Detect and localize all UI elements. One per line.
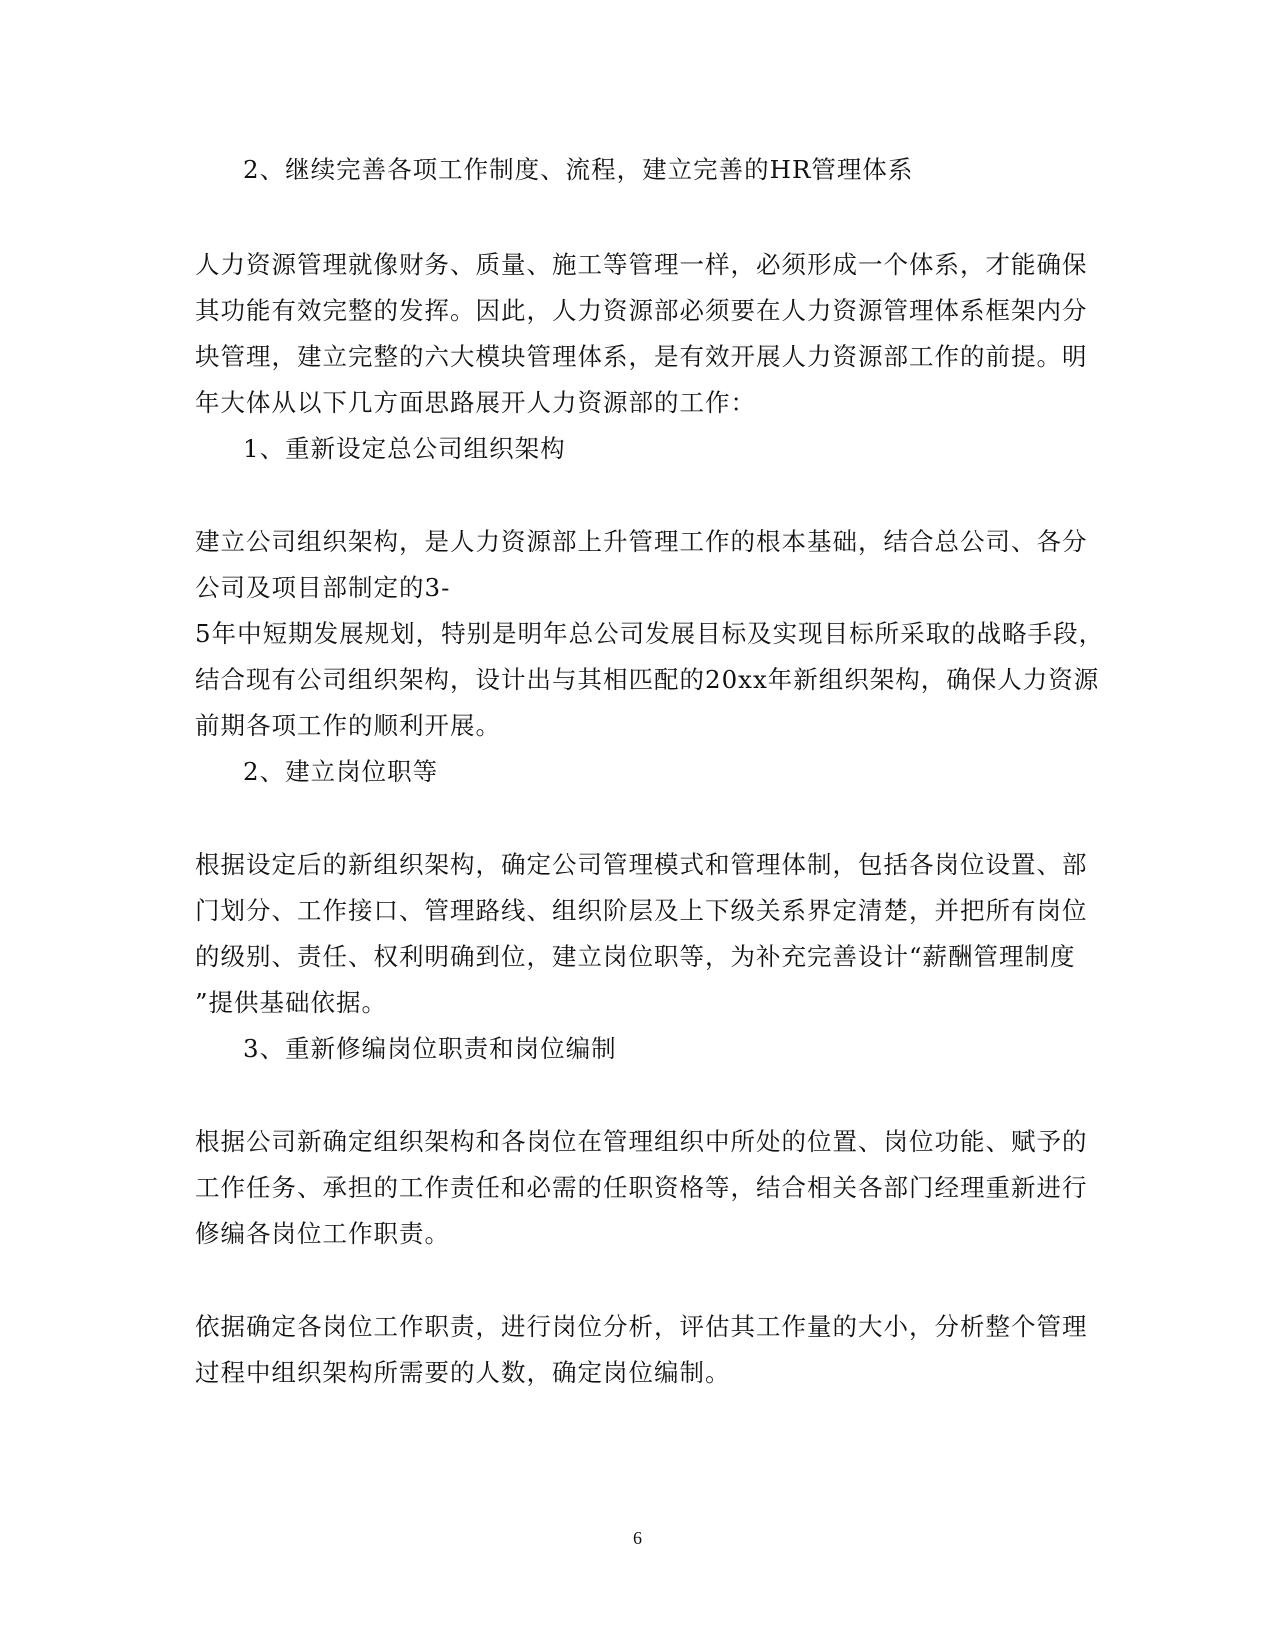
intro-paragraph-line: 其功能有效完整的发挥。因此，人力资源部必须要在人力资源管理体系框架内分 — [195, 296, 1088, 325]
item-2-title: 2、建立岗位职等 — [243, 757, 439, 786]
intro-paragraph-line: 年大体从以下几方面思路展开人力资源部的工作： — [195, 388, 756, 417]
section-heading-2: 2、继续完善各项工作制度、流程，建立完善的HR管理体系 — [243, 155, 914, 184]
item-2-paragraph-line: 门划分、工作接口、管理路线、组织阶层及上下级关系界定清楚，并把所有岗位 — [195, 896, 1088, 925]
item-1-paragraph-line: 建立公司组织架构，是人力资源部上升管理工作的根本基础，结合总公司、各分 — [195, 527, 1088, 556]
intro-paragraph-line: 块管理，建立完整的六大模块管理体系，是有效开展人力资源部工作的前提。明 — [195, 342, 1088, 371]
item-2-paragraph-line: 根据设定后的新组织架构，确定公司管理模式和管理体制，包括各岗位设置、部 — [195, 850, 1088, 879]
item-3-paragraph-line: 根据公司新确定组织架构和各岗位在管理组织中所处的位置、岗位功能、赋予的 — [195, 1127, 1088, 1156]
item-1-paragraph-line: 前期各项工作的顺利开展。 — [195, 711, 501, 740]
item-2-paragraph-line: 的级别、责任、权利明确到位，建立岗位职等，为补充完善设计“薪酬管理制度 — [195, 942, 1076, 971]
item-3-paragraph-line: 工作任务、承担的工作责任和必需的任职资格等，结合相关各部门经理重新进行 — [195, 1173, 1088, 1202]
page-number: 6 — [633, 1528, 642, 1548]
item-3-paragraph-line: 修编各岗位工作职责。 — [195, 1219, 450, 1248]
item-3-paragraph-b-line: 过程中组织架构所需要的人数，确定岗位编制。 — [195, 1358, 731, 1387]
item-1-title: 1、重新设定总公司组织架构 — [243, 434, 566, 463]
item-3-paragraph-b-line: 依据确定各岗位工作职责，进行岗位分析，评估其工作量的大小，分析整个管理 — [195, 1312, 1088, 1341]
item-1-paragraph-line: 结合现有公司组织架构，设计出与其相匹配的20xx年新组织架构，确保人力资源 — [195, 665, 1100, 694]
item-1-paragraph-line: 公司及项目部制定的3- — [195, 573, 451, 602]
item-1-paragraph-line: 5年中短期发展规划，特别是明年总公司发展目标及实现目标所采取的战略手段， — [195, 619, 1105, 648]
item-2-paragraph-line: ”提供基础依据。 — [195, 988, 388, 1017]
intro-paragraph-line: 人力资源管理就像财务、质量、施工等管理一样，必须形成一个体系，才能确保 — [195, 250, 1088, 279]
item-3-title: 3、重新修编岗位职责和岗位编制 — [243, 1034, 617, 1063]
